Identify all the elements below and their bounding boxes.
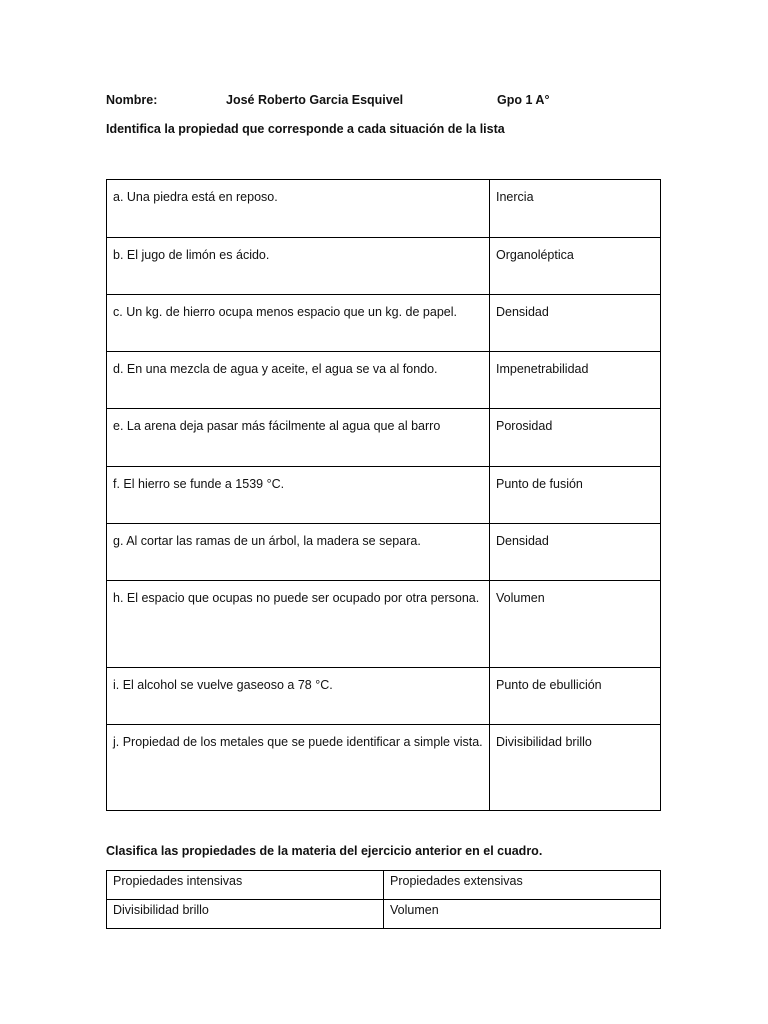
situation-cell: h. El espacio que ocupas no puede ser ocupado por otra persona. — [107, 581, 490, 668]
name-label: Nombre: — [106, 93, 158, 107]
table-row — [107, 668, 661, 725]
extensive-value: Volumen — [384, 900, 661, 929]
intensive-value: Divisibilidad brillo — [107, 900, 384, 929]
header-intensive: Propiedades intensivas — [107, 871, 384, 900]
classification-table — [106, 870, 661, 929]
property-cell: Inercia — [490, 180, 661, 238]
table-header-row — [107, 871, 661, 900]
situation-cell: c. Un kg. de hierro ocupa menos espacio que un kg. de papel. — [107, 295, 490, 352]
instruction-text: Identifica la propiedad que corresponde a cada situación de la lista — [106, 122, 505, 136]
properties-table — [106, 179, 661, 811]
situation-cell: g. Al cortar las ramas de un árbol, la madera se separa. — [107, 524, 490, 581]
table-row — [107, 180, 661, 238]
situation-cell: f. El hierro se funde a 1539 °C. — [107, 467, 490, 524]
situation-cell: i. El alcohol se vuelve gaseoso a 78 °C. — [107, 668, 490, 725]
table-row — [107, 295, 661, 352]
instruction-2-text: Clasifica las propiedades de la materia del ejercicio anterior en el cuadro. — [106, 844, 543, 858]
header-extensive: Propiedades extensivas — [384, 871, 661, 900]
group-label: Gpo 1 A° — [497, 93, 550, 107]
table-row — [107, 524, 661, 581]
property-cell: Densidad — [490, 524, 661, 581]
property-cell: Organoléptica — [490, 238, 661, 295]
table-row — [107, 352, 661, 409]
property-cell: Punto de ebullición — [490, 668, 661, 725]
situation-cell: e. La arena deja pasar más fácilmente al agua que al barro — [107, 409, 490, 467]
property-cell: Porosidad — [490, 409, 661, 467]
name-value: José Roberto Garcia Esquivel — [226, 93, 404, 107]
table-row — [107, 581, 661, 668]
property-cell: Impenetrabilidad — [490, 352, 661, 409]
property-cell: Punto de fusión — [490, 467, 661, 524]
property-cell: Densidad — [490, 295, 661, 352]
property-cell: Volumen — [490, 581, 661, 668]
table-row — [107, 725, 661, 811]
table-row — [107, 409, 661, 467]
property-cell: Divisibilidad brillo — [490, 725, 661, 811]
situation-cell: b. El jugo de limón es ácido. — [107, 238, 490, 295]
table-row — [107, 900, 661, 929]
situation-cell: a. Una piedra está en reposo. — [107, 180, 490, 238]
situation-cell: d. En una mezcla de agua y aceite, el agua se va al fondo. — [107, 352, 490, 409]
table-row — [107, 238, 661, 295]
situation-cell: j. Propiedad de los metales que se puede identificar a simple vista. — [107, 725, 490, 811]
table-row — [107, 467, 661, 524]
